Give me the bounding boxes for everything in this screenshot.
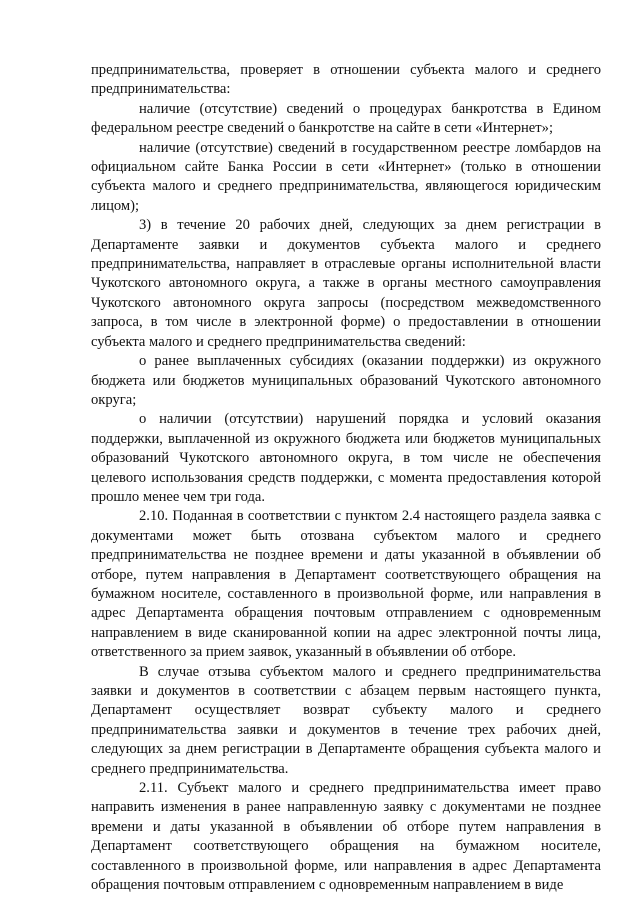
paragraph-withdrawal-return: В случае отзыва субъектом малого и среднего предпринимательства заявки и документов в соответствии с абзацем первым настоящего пункта, Департамент осуществляет возврат субъекту малого и среднего предпринимательства заявки и документов в течение трех рабочих дней, следующих за днем регистрации в Департаменте обращения субъекта малого и среднего предпринимательства.	[91, 663, 601, 777]
paragraph-continuation: предпринимательства, проверяет в отношении субъекта малого и среднего предпринимательства:	[91, 62, 601, 98]
paragraph-item-3: 3) в течение 20 рабочих дней, следующих за днем регистрации в Департаменте заявки и документов субъекта малого и среднего предпринимательства, направляет в отраслевые органы исполнительной власти Чукотского автономного округа, а также в органы местного самоуправления Чукотского автономного округа запросы (посредством межведомственного запроса, в том числе в электронной форме) о предоставлении в отношении субъекта малого и среднего предпринимательства сведений:	[91, 217, 601, 350]
paragraph-violations: о наличии (отсутствии) нарушений порядка и условий оказания поддержки, выплаченной из окружного бюджета или бюджетов муниципальных образований Чукотского автономного округа, в том числе не обеспечения целевого использования средств поддержки, с момента предоставления которой прошло менее чем три года.	[91, 411, 601, 505]
paragraph-pawnshop-check: наличие (отсутствие) сведений в государственном реестре ломбардов на официальном сайте Банка России в сети «Интернет» (только в отношении субъекта малого и среднего предпринимательства, являющегося юридическим лицом);	[91, 139, 601, 214]
paragraph-2-10: 2.10. Поданная в соответствии с пунктом 2.4 настоящего раздела заявка с документами может быть отозвана субъектом малого и среднего предпринимательства не позднее времени и даты указанной в объявлении об отборе, путем направления в Департамент соответствующего обращения на бумажном носителе, составленного в произвольной форме, или направления в адрес Департамента обращения почтовым отправлением с одновременным направлением в виде сканированной копии на адрес электронной почты лица, ответственного за прием заявок, указанный в объявлении об отборе.	[91, 508, 601, 661]
paragraph-previous-subsidies: о ранее выплаченных субсидиях (оказании поддержки) из окружного бюджета или бюджетов муниципальных образований Чукотского автономного округа;	[91, 353, 601, 408]
paragraph-2-11: 2.11. Субъект малого и среднего предпринимательства имеет право направить изменения в ранее направленную заявку с документами не позднее времени и даты указанной в объявлении об отборе путем направления в Департамент соответствующего обращения на бумажном носителе, составленного в произвольной форме, или направления в адрес Департамента обращения почтовым отправлением с одновременным направлением в виде	[91, 780, 601, 894]
document-body	[91, 61, 601, 895]
paragraph-bankruptcy-check: наличие (отсутствие) сведений о процедурах банкротства в Едином федеральном реестре сведений о банкротстве на сайте в сети «Интернет»;	[91, 100, 601, 137]
